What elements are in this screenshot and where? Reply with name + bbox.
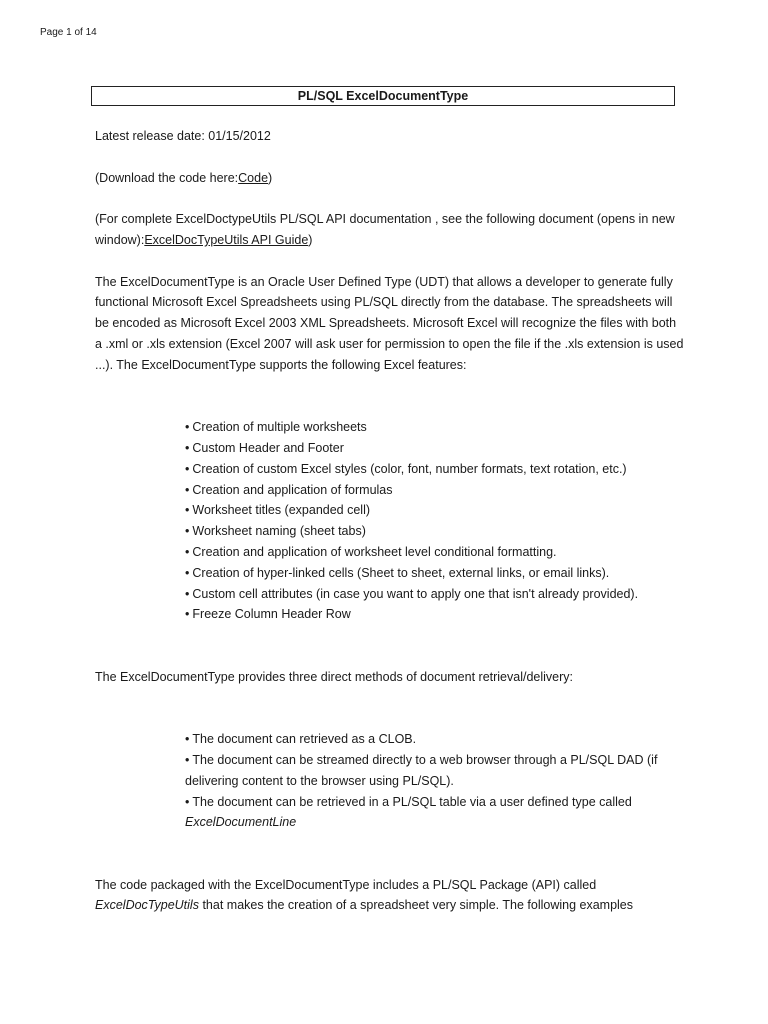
bullet-glyph: • [185, 607, 190, 622]
list-item: • Creation of hyper-linked cells (Sheet to sheet, external links, or email links). [185, 565, 610, 580]
download-prefix: (Download the code here: [95, 170, 239, 185]
list-item: • Creation and application of formulas [185, 482, 393, 497]
bullet-glyph: • [185, 794, 190, 809]
list-item: • Custom Header and Footer [185, 440, 344, 455]
bullet-glyph: • [185, 461, 190, 476]
bullet-glyph: • [185, 440, 190, 455]
list-item: • Worksheet naming (sheet tabs) [185, 524, 366, 539]
api-guide-link[interactable]: ExcelDocTypeUtils API Guide [144, 232, 309, 247]
document-title: PL/SQL ExcelDocumentType [91, 86, 675, 106]
closing-paragraph [95, 875, 685, 917]
bullet-glyph: • [185, 565, 190, 580]
list-item: • Custom cell attributes (in case you want to apply one that isn't already provided). [185, 586, 639, 601]
release-date: Latest release date: 01/15/2012 [95, 129, 271, 143]
list-item: • Creation of multiple worksheets [185, 420, 367, 435]
api-doc-suffix: ) [308, 232, 313, 247]
list-item: • Creation of custom Excel styles (color, font, number formats, text rotation, etc.) [185, 461, 627, 476]
list-item: • The document can be retrieved in a PL/SQL table via a user defined type called ExcelDocumentLine [185, 794, 632, 830]
code-download-link[interactable]: Code [238, 170, 269, 185]
intro-paragraph: The ExcelDocumentType is an Oracle User Defined Type (UDT) that allows a developer to generate fully functional Microsoft Excel Spreadsheets using PL/SQL directly from the database. The spreadsheets will be encoded as Microsoft Excel 2003 XML Spreadsheets. Microsoft Excel will recognize the files with both a .xml or .xls extension (Excel 2007 will ask user for permission to open the file if the .xls extension is used ...). The ExcelDocumentType supports the following Excel features: [95, 274, 684, 372]
methods-list [95, 729, 685, 833]
download-suffix: ) [268, 170, 273, 185]
exceldoctypeutils-term: ExcelDocTypeUtils [95, 898, 199, 913]
bullet-glyph: • [185, 482, 190, 497]
list-item: • Freeze Column Header Row [185, 607, 351, 622]
closing-suffix: that makes the creation of a spreadsheet very simple. The following examples [202, 898, 634, 913]
list-item: • The document can retrieved as a CLOB. [185, 732, 417, 747]
feature-list [95, 417, 685, 625]
methods-intro: The ExcelDocumentType provides three direct methods of document retrieval/delivery: [95, 669, 574, 684]
bullet-glyph: • [185, 524, 190, 539]
api-doc-line [95, 209, 685, 251]
bullet-glyph: • [185, 420, 190, 435]
list-item: • Creation and application of worksheet level conditional formatting. [185, 544, 557, 559]
api-doc-prefix: (For complete ExcelDoctypeUtils PL/SQL API documentation , see the following document (opens in new window): [95, 212, 675, 247]
bullet-glyph: • [185, 503, 190, 518]
bullet-glyph: • [185, 752, 190, 767]
document-body [95, 126, 685, 916]
excel-document-line-term: ExcelDocumentLine [185, 815, 297, 830]
bullet-glyph: • [185, 732, 190, 747]
download-line [95, 168, 685, 189]
closing-prefix: The code packaged with the ExcelDocumentType includes a PL/SQL Package (API) called [95, 877, 597, 892]
bullet-glyph: • [185, 544, 190, 559]
bullet-glyph: • [185, 586, 190, 601]
page-number-label: Page 1 of 14 [40, 27, 97, 38]
list-item: • Worksheet titles (expanded cell) [185, 503, 371, 518]
list-item: • The document can be streamed directly to a web browser through a PL/SQL DAD (if delivering content to the browser using PL/SQL). [185, 752, 658, 788]
